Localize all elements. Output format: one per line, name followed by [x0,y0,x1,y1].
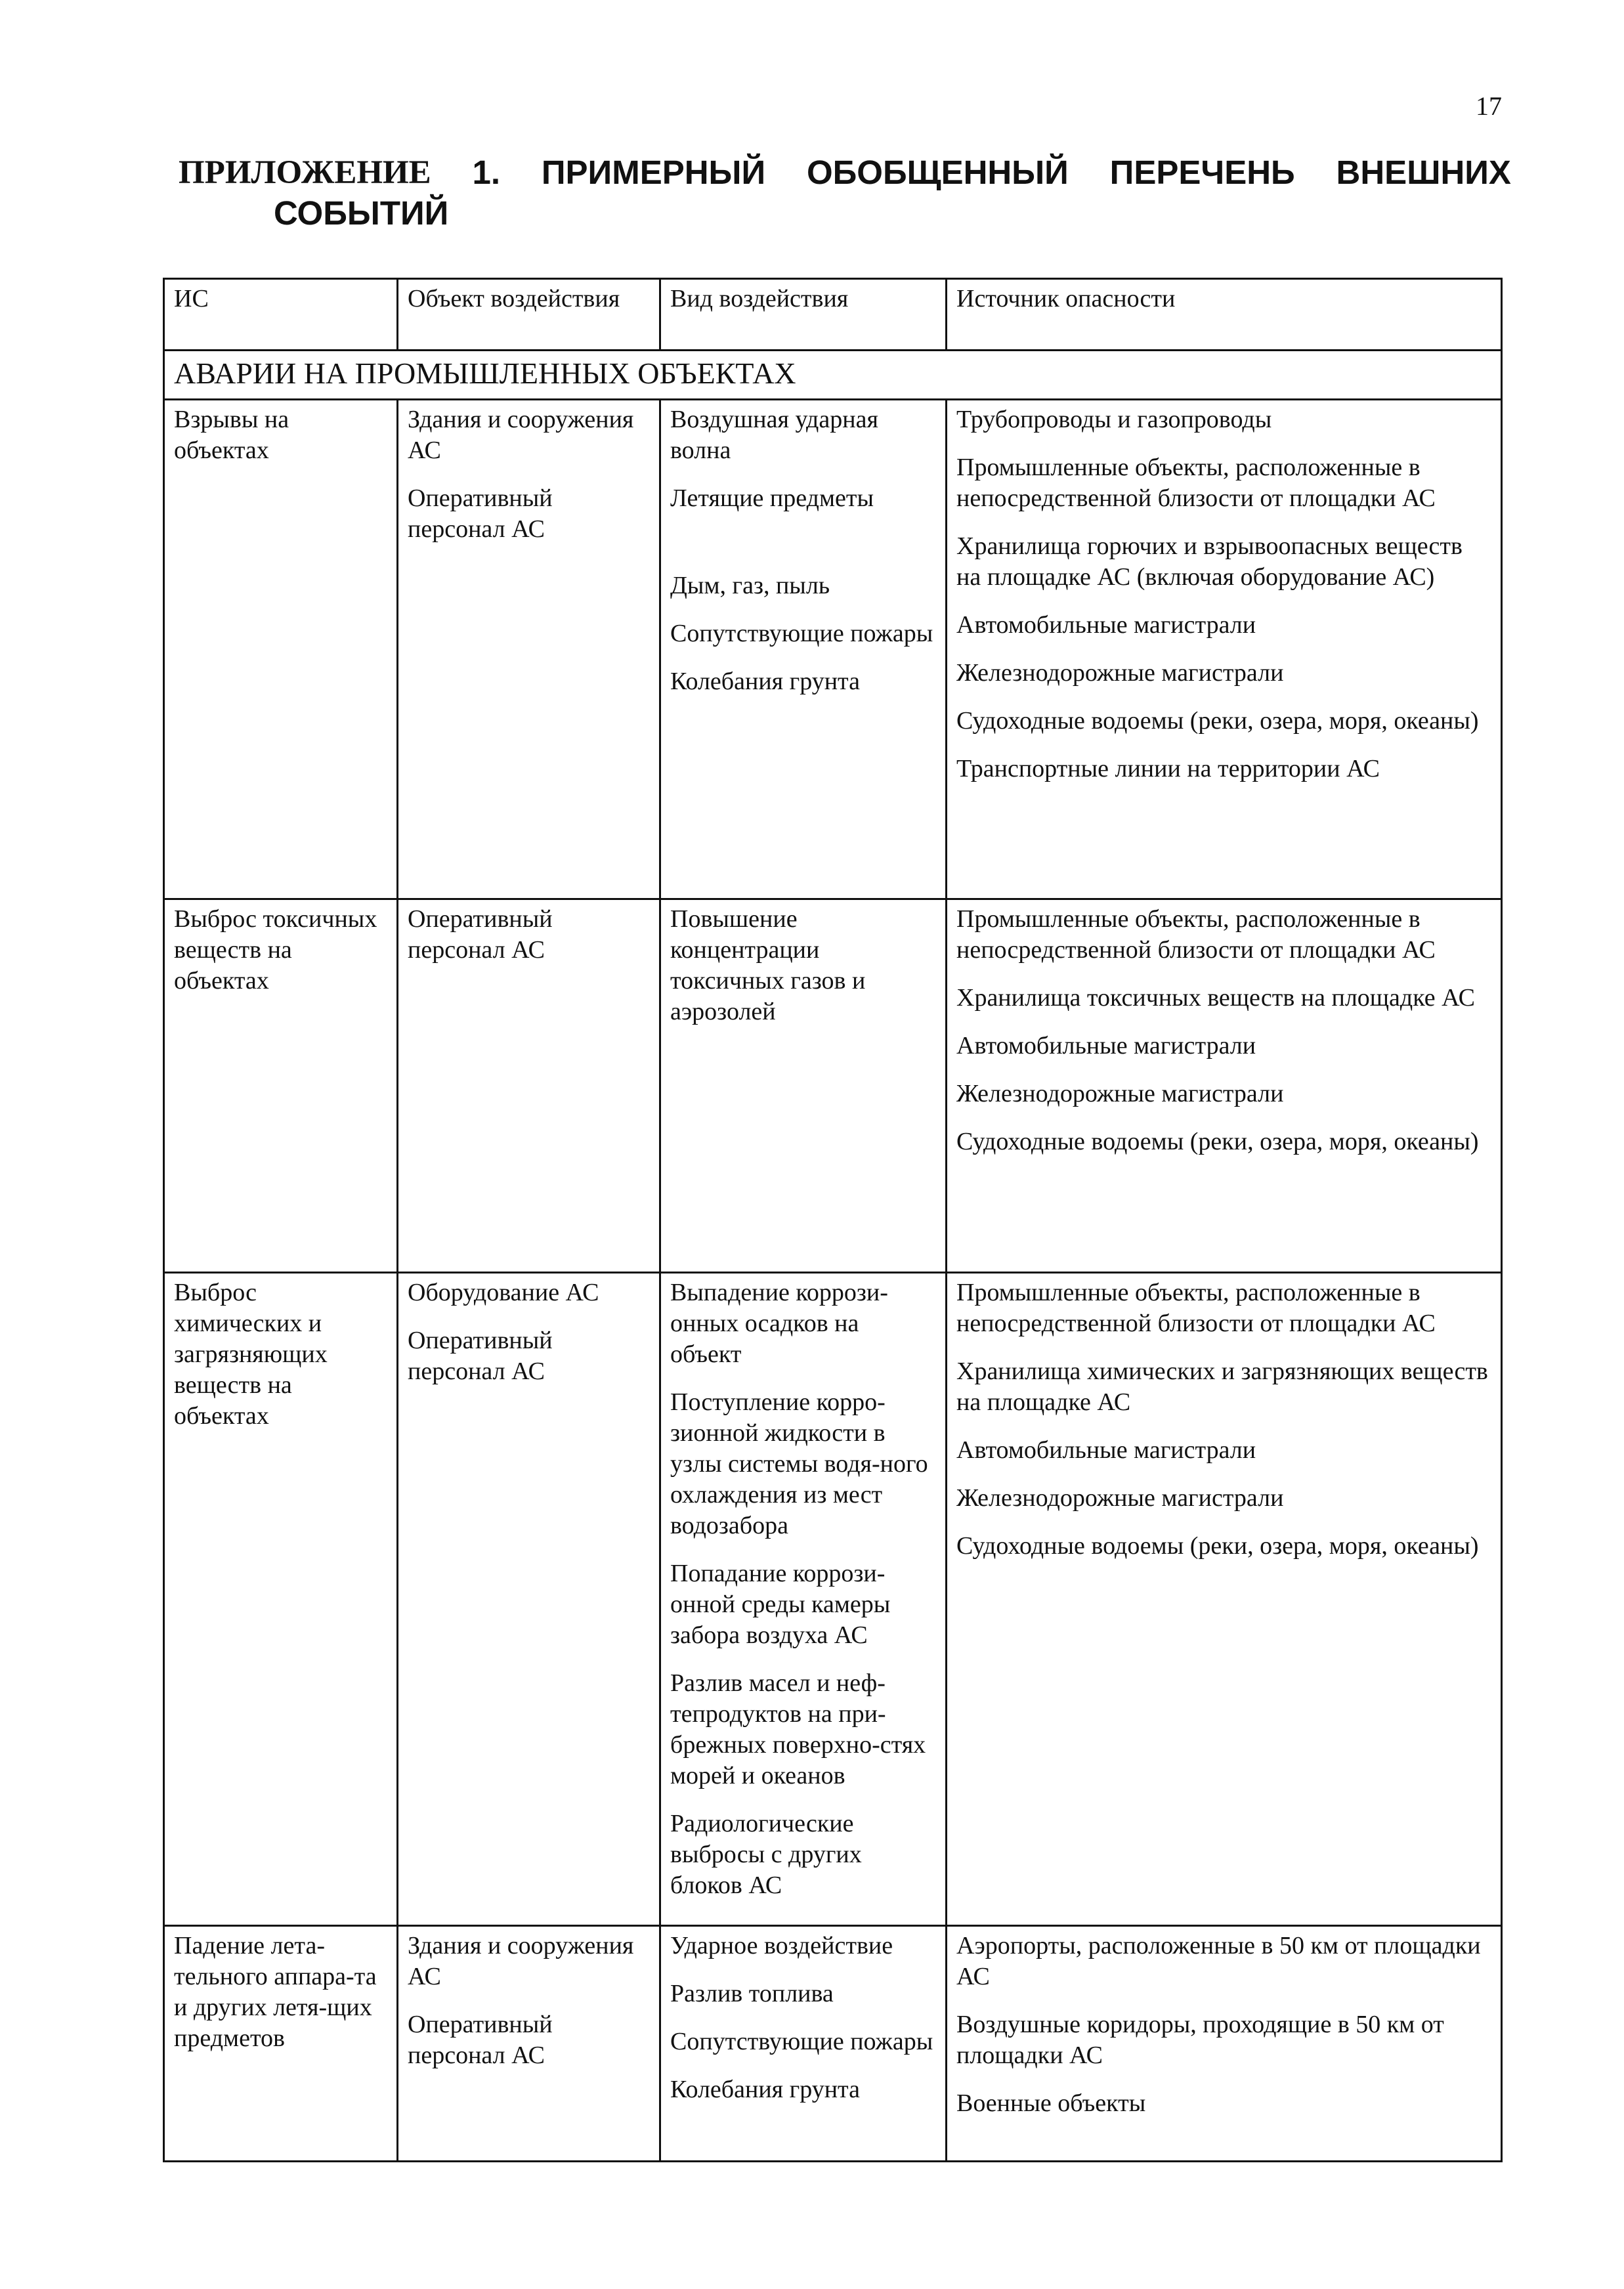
header-cell-event: ИС [164,279,398,351]
impact-cell [660,899,947,1273]
object-item: Оперативный персонал АС [408,1327,553,1385]
source-item: Транспортные линии на территории АС [956,755,1380,782]
title-word: ПЕРЕЧЕНЬ [1109,154,1295,191]
object-cell [398,1926,660,2162]
impact-item: Летящие предметы [670,484,874,512]
impact-item: Ударное воздействие [670,1932,893,1959]
impact-item: Сопутствующие пожары [670,2028,933,2055]
source-item: Аэропорты, расположенные в 50 км от площадки АС [956,1932,1481,1990]
source-item: Судоходные водоемы (реки, озера, моря, океаны) [956,707,1479,735]
section-title: АВАРИИ НА ПРОМЫШЛЕННЫХ ОБЪЕКТАХ [164,351,1502,400]
event-cell [164,1926,398,2162]
object-cell [398,899,660,1273]
page-number: 17 [1476,91,1502,121]
source-item: Хранилища токсичных веществ на площадке АС [956,984,1476,1012]
impact-item: Разлив топлива [670,1980,834,2007]
impact-item: Радиологические выбросы с других блоков АС [670,1810,862,1899]
object-item: Оперативный персонал АС [408,484,553,543]
impact-cell [660,400,947,899]
title-word: 1. [472,154,501,191]
source-item: Железнодорожные магистрали [956,659,1284,687]
object-item: Оперативный персонал АС [408,2011,553,2069]
event-cell [164,1273,398,1926]
table-row [164,1273,1502,1926]
source-item: Судоходные водоемы (реки, озера, моря, океаны) [956,1532,1479,1560]
title-word: ОБОБЩЕННЫЙ [806,154,1069,191]
impact-item: Колебания грунта [670,668,860,695]
impact-cell [660,1273,947,1926]
source-item: Хранилища горючих и взрывоопасных веществ на площадке АС (включая оборудование АС) [956,532,1463,591]
object-item: Здания и сооружения АС [408,1932,634,1990]
source-cell [947,1926,1502,2162]
page-title [179,152,1511,234]
impact-cell [660,1926,947,2162]
source-item: Автомобильные магистрали [956,1032,1256,1059]
source-item: Промышленные объекты, расположенные в непосредственной близости от площадки АС [956,1279,1436,1337]
source-item: Автомобильные магистрали [956,1436,1256,1464]
impact-item: Воздушная ударная волна [670,406,878,464]
header-cell-source: Источник опасности [947,279,1502,351]
table-header-row [164,279,1502,351]
impact-item: Выпадение коррози-онных осадков на объект [670,1279,888,1368]
title-word: ПРИМЕРНЫЙ [541,154,766,191]
source-item: Автомобильные магистрали [956,611,1256,639]
impact-item: Повышение концентрации токсичных газов и аэрозолей [670,905,866,1025]
title-word: ВНЕШНИХ [1336,154,1511,191]
event-text: Взрывы на объектах [174,406,289,464]
section-row [164,351,1502,400]
event-text: Падение лета-тельного аппара-та и других летя-щих предметов [174,1932,377,2052]
source-item: Железнодорожные магистрали [956,1484,1284,1512]
source-item: Промышленные объекты, расположенные в непосредственной близости от площадки АС [956,454,1436,512]
object-cell [398,1273,660,1926]
object-item: Здания и сооружения АС [408,406,634,464]
object-cell [398,400,660,899]
impact-item: Сопутствующие пожары [670,620,933,647]
event-cell [164,899,398,1273]
impact-item: Колебания грунта [670,2076,860,2103]
impact-item: Попадание коррози-онной среды камеры забора воздуха АС [670,1560,891,1649]
table-row [164,899,1502,1273]
impact-item: Дым, газ, пыль [670,572,830,599]
source-cell [947,1273,1502,1926]
impact-item: Разлив масел и неф-тепродуктов на при-брежных поверхно-стях морей и океанов [670,1669,926,1789]
event-cell [164,400,398,899]
source-item: Промышленные объекты, расположенные в непосредственной близости от площадки АС [956,905,1436,964]
title-line-2: СОБЫТИЙ [274,194,449,232]
source-item: Хранилища химических и загрязняющих веществ на площадке АС [956,1358,1488,1416]
external-events-table [163,278,1503,2162]
source-item: Трубопроводы и газопроводы [956,406,1272,433]
source-item: Воздушные коридоры, проходящие в 50 км от площадки АС [956,2011,1444,2069]
impact-item: Поступление корро-зионной жидкости в узлы системы водя-ного охлаждения из мест водозабора [670,1388,928,1539]
source-cell [947,899,1502,1273]
source-item: Судоходные водоемы (реки, озера, моря, океаны) [956,1128,1479,1155]
source-cell [947,400,1502,899]
event-text: Выброс химических и загрязняющих веществ на объектах [174,1279,328,1430]
object-item: Оперативный персонал АС [408,905,553,964]
source-item: Военные объекты [956,2089,1146,2117]
header-cell-impact: Вид воздействия [660,279,947,351]
header-cell-object: Объект воздействия [398,279,660,351]
event-text: Выброс токсичных веществ на объектах [174,905,377,995]
table-row [164,1926,1502,2162]
table-row [164,400,1502,899]
title-line-1 [179,152,1511,193]
title-word: ПРИЛОЖЕНИЕ [179,154,431,191]
object-item: Оборудование АС [408,1279,599,1306]
source-item: Железнодорожные магистрали [956,1080,1284,1107]
